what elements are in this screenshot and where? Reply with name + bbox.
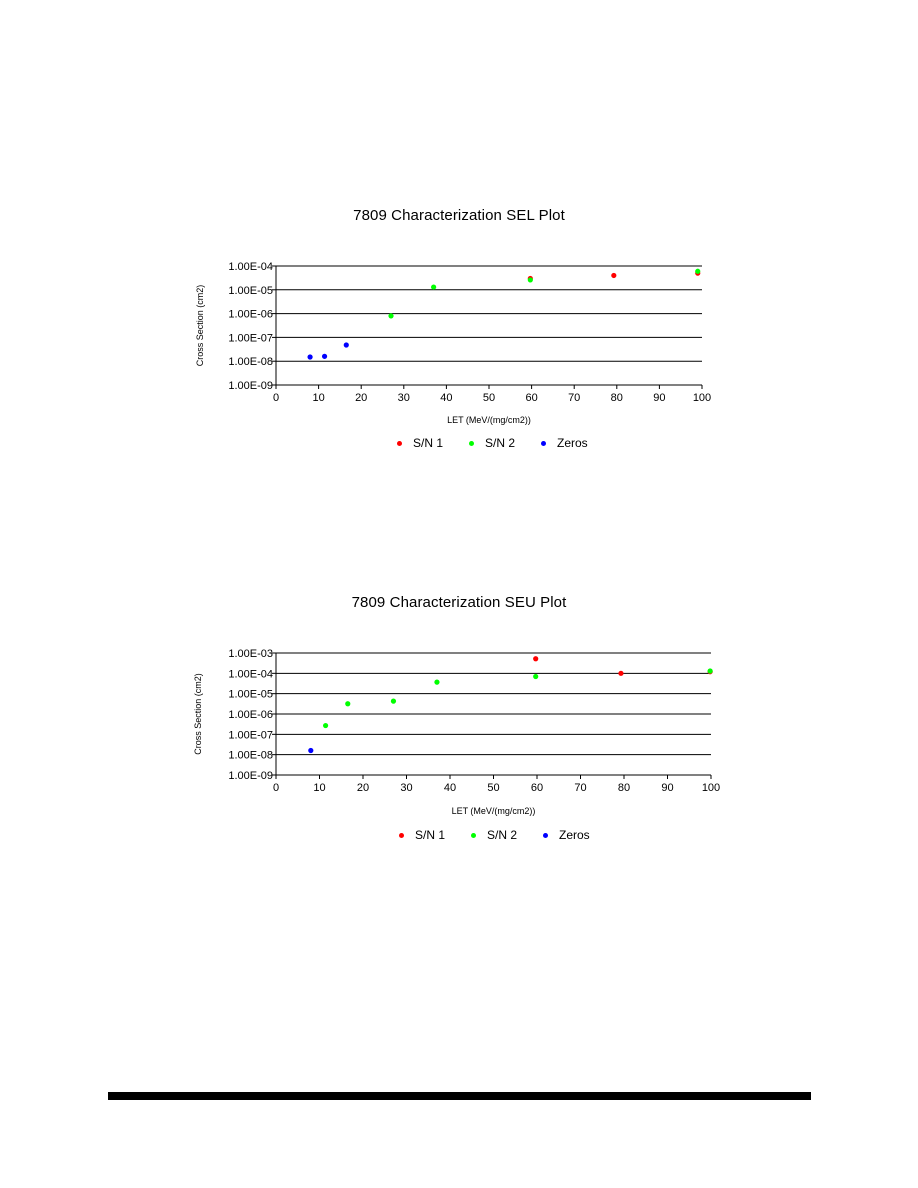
x-tick-label: 20 [355,392,368,404]
x-tick-label: 30 [400,782,413,794]
legend-item-zeros [543,828,615,842]
x-tick-label: 90 [661,782,674,794]
legend-marker [471,833,476,838]
x-tick-label: 90 [653,392,666,404]
y-axis-label: Cross Section (cm2) [193,673,203,755]
x-tick-label: 0 [272,782,280,794]
x-tick-label: 50 [482,392,496,404]
y-tick-label: 1.00E-09 [228,380,273,392]
y-tick-label: 1.00E-05 [228,688,273,701]
legend-label: Zeros [559,828,590,842]
x-tick-label: 50 [487,782,500,794]
x-axis-label: LET (MeV/(mg/cm2)) [451,806,536,816]
legend-label: Zeros [557,436,588,450]
x-tick-label: 100 [692,392,712,404]
chart-legend [399,828,615,842]
legend-label: S/N 1 [415,828,446,842]
x-tick-label: 70 [574,782,587,794]
x-tick-label: 100 [701,782,721,794]
x-tick-label: 30 [397,392,410,404]
x-tick-label: 20 [356,782,370,794]
y-tick-label: 1.00E-08 [228,749,273,762]
data-point-s-n-2 [434,680,439,685]
y-tick-label: 1.00E-08 [228,356,273,369]
y-tick-label: 1.00E-06 [228,308,273,321]
x-tick-label: 40 [443,782,457,794]
legend-item-s-n-2 [471,828,543,842]
y-tick-label: 1.00E-09 [228,770,273,782]
data-point-s-n-2 [708,668,713,673]
data-point-s-n-2 [323,723,328,728]
data-point-s-n-2 [345,701,350,706]
x-tick-label: 80 [610,392,623,404]
y-tick-label: 1.00E-07 [228,729,273,742]
y-tick-label: 1.00E-07 [228,332,273,345]
x-tick-label: 40 [440,392,453,404]
legend-item-s-n-1 [399,828,471,842]
x-tick-label: 70 [568,392,581,404]
x-tick-label: 10 [312,392,325,404]
legend-label: S/N 2 [487,828,518,842]
x-tick-label: 80 [617,782,631,794]
x-tick-label: 60 [525,392,538,404]
legend-label: S/N 2 [485,436,516,450]
x-tick-label: 10 [313,782,326,794]
data-point-s-n-2 [391,699,396,704]
y-tick-label: 1.00E-05 [228,284,273,297]
x-axis-label: LET (MeV/(mg/cm2)) [447,415,531,425]
footer-rule [108,1092,811,1100]
data-point-s-n-1 [618,671,623,676]
data-point-s-n-1 [533,656,538,661]
data-point-zeros [308,748,313,753]
y-tick-label: 1.00E-04 [228,261,273,273]
x-tick-label: 0 [272,392,280,404]
legend-label: S/N 1 [413,436,444,450]
x-tick-label: 60 [530,782,544,794]
chart-title: 7809 Characterization SEL Plot [353,207,565,224]
data-point-s-n-2 [533,674,538,679]
y-tick-label: 1.00E-06 [228,709,273,721]
y-axis-label: Cross Section (cm2) [195,284,205,367]
chart-title: 7809 Characterization SEU Plot [351,594,567,611]
legend-marker [543,833,548,838]
y-tick-label: 1.00E-04 [228,668,273,681]
y-tick-label: 1.00E-03 [228,648,273,660]
legend-marker [399,833,404,838]
